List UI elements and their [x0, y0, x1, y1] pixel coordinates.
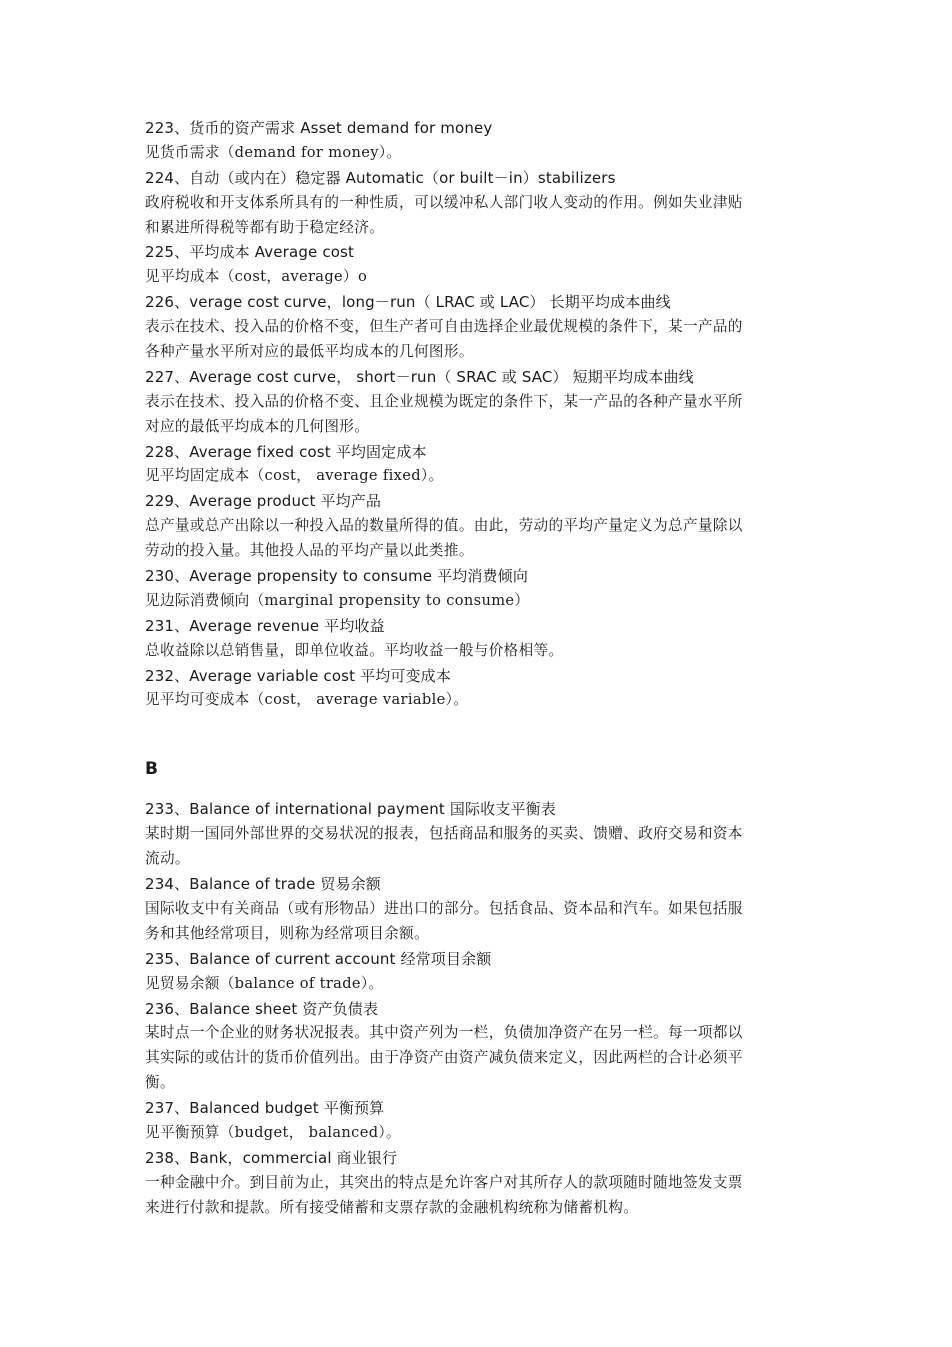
glossary-definition-line: 见边际消费倾向（marginal propensity to consume） [145, 591, 530, 609]
glossary-definition-line: 政府税收和开支体系所具有的一种性质，可以缓冲私人部门收人变动的作用。例如失业津贴 [145, 193, 743, 211]
glossary-definition-line: 总产量或总产出除以一种投入品的数量所得的值。由此，劳动的平均产量定义为总产量除以 [145, 517, 743, 535]
glossary-definition-line: 其实际的或估计的货币价值列出。由于净资产由资产减负债来定义，因此两栏的合计必须平 [145, 1049, 743, 1067]
glossary-term-heading: 230、Average propensity to consume 平均消费倾向 [145, 567, 528, 586]
glossary-term-heading: 225、平均成本 Average cost [145, 243, 355, 262]
glossary-term-heading: 236、Balance sheet 资产负债表 [145, 999, 379, 1018]
glossary-term-heading: 226、verage cost curve，long－run（ LRAC 或 LAC） 长期平均成本曲线 [145, 293, 671, 312]
glossary-definition-line: 和累进所得税等都有助于稳定经济。 [145, 218, 385, 236]
glossary-definition-line: 某时期一国同外部世界的交易状况的报表，包括商品和服务的买卖、馈赠、政府交易和资本 [145, 825, 743, 843]
glossary-term-heading: 237、Balanced budget 平衡预算 [145, 1099, 385, 1118]
glossary-definition-line: 表示在技术、投入品的价格不变、且企业规模为既定的条件下，某一产品的各种产量水平所 [145, 392, 743, 410]
section-heading-gap [145, 781, 815, 797]
glossary-term-heading: 231、Average revenue 平均收益 [145, 616, 385, 635]
glossary-definition-line: 衡。 [145, 1074, 175, 1092]
glossary-term-heading: 235、Balance of current account 经常项目余额 [145, 949, 492, 968]
section-letter-b: B [145, 759, 158, 780]
glossary-term-heading: 227、Average cost curve， short－run（ SRAC 或 SAC） 短期平均成本曲线 [145, 367, 694, 386]
glossary-definition-line: 流动。 [145, 850, 190, 868]
glossary-term-heading: 232、Average variable cost 平均可变成本 [145, 666, 451, 685]
glossary-definition-line: 劳动的投入量。其他投人品的平均产量以此类推。 [145, 542, 474, 560]
glossary-definition-line: 表示在技术、投入品的价格不变，但生产者可自由选择企业最优规模的条件下，某一产品的 [145, 318, 743, 336]
glossary-definition-line: 见平均成本（cost，average）o [145, 268, 368, 286]
glossary-definition-line: 总收益除以总销售量，即单位收益。平均收益一般与价格相等。 [145, 641, 564, 659]
glossary-definition-line: 务和其他经常项目，则称为经常项目余额。 [145, 924, 429, 942]
glossary-term-heading: 238、Bank，commercial 商业银行 [145, 1148, 398, 1167]
glossary-definition-line: 见贸易余额（balance of trade）。 [145, 974, 384, 992]
glossary-term-heading: 234、Balance of trade 贸易余额 [145, 875, 381, 894]
glossary-definition-line: 各种产量水平所对应的最低平均成本的几何图形。 [145, 343, 474, 361]
section-gap [145, 713, 815, 757]
glossary-definition-line: 一种金融中介。到目前为止，其突出的特点是允许客户对其所存人的款项随时随地签发支票 [145, 1173, 743, 1191]
glossary-definition-line: 见平衡预算（budget， balanced）。 [145, 1123, 401, 1141]
glossary-definition-line: 国际收支中有关商品（或有形物品）进出口的部分。包括食品、资本品和汽车。如果包括服 [145, 899, 743, 917]
glossary-definition-line: 见平均固定成本（cost， average fixed）。 [145, 467, 444, 485]
glossary-section-b [145, 797, 815, 1220]
glossary-term-heading: 228、Average fixed cost 平均固定成本 [145, 442, 427, 461]
glossary-term-heading: 224、自动（或内在）稳定器 Automatic（or built－in）stabilizers [145, 168, 616, 187]
glossary-definition-line: 见平均可变成本（cost， average variable）。 [145, 691, 469, 709]
glossary-term-heading: 233、Balance of international payment 国际收支平衡表 [145, 800, 556, 819]
document-page [145, 116, 815, 1221]
glossary-term-heading: 229、Average product 平均产品 [145, 492, 382, 511]
glossary-term-heading: 223、货币的资产需求 Asset demand for money [145, 119, 493, 137]
glossary-definition-line: 来进行付款和提款。所有接受储蓄和支票存款的金融机构统称为储蓄机构。 [145, 1198, 639, 1216]
glossary-definition-line: 某时点一个企业的财务状况报表。其中资产列为一栏，负债加净资产在另一栏。每一项都以 [145, 1024, 743, 1042]
glossary-definition-line: 见货币需求（demand for money）。 [145, 143, 402, 161]
glossary-section-a [145, 116, 815, 713]
glossary-definition-line: 对应的最低平均成本的几何图形。 [145, 417, 370, 435]
